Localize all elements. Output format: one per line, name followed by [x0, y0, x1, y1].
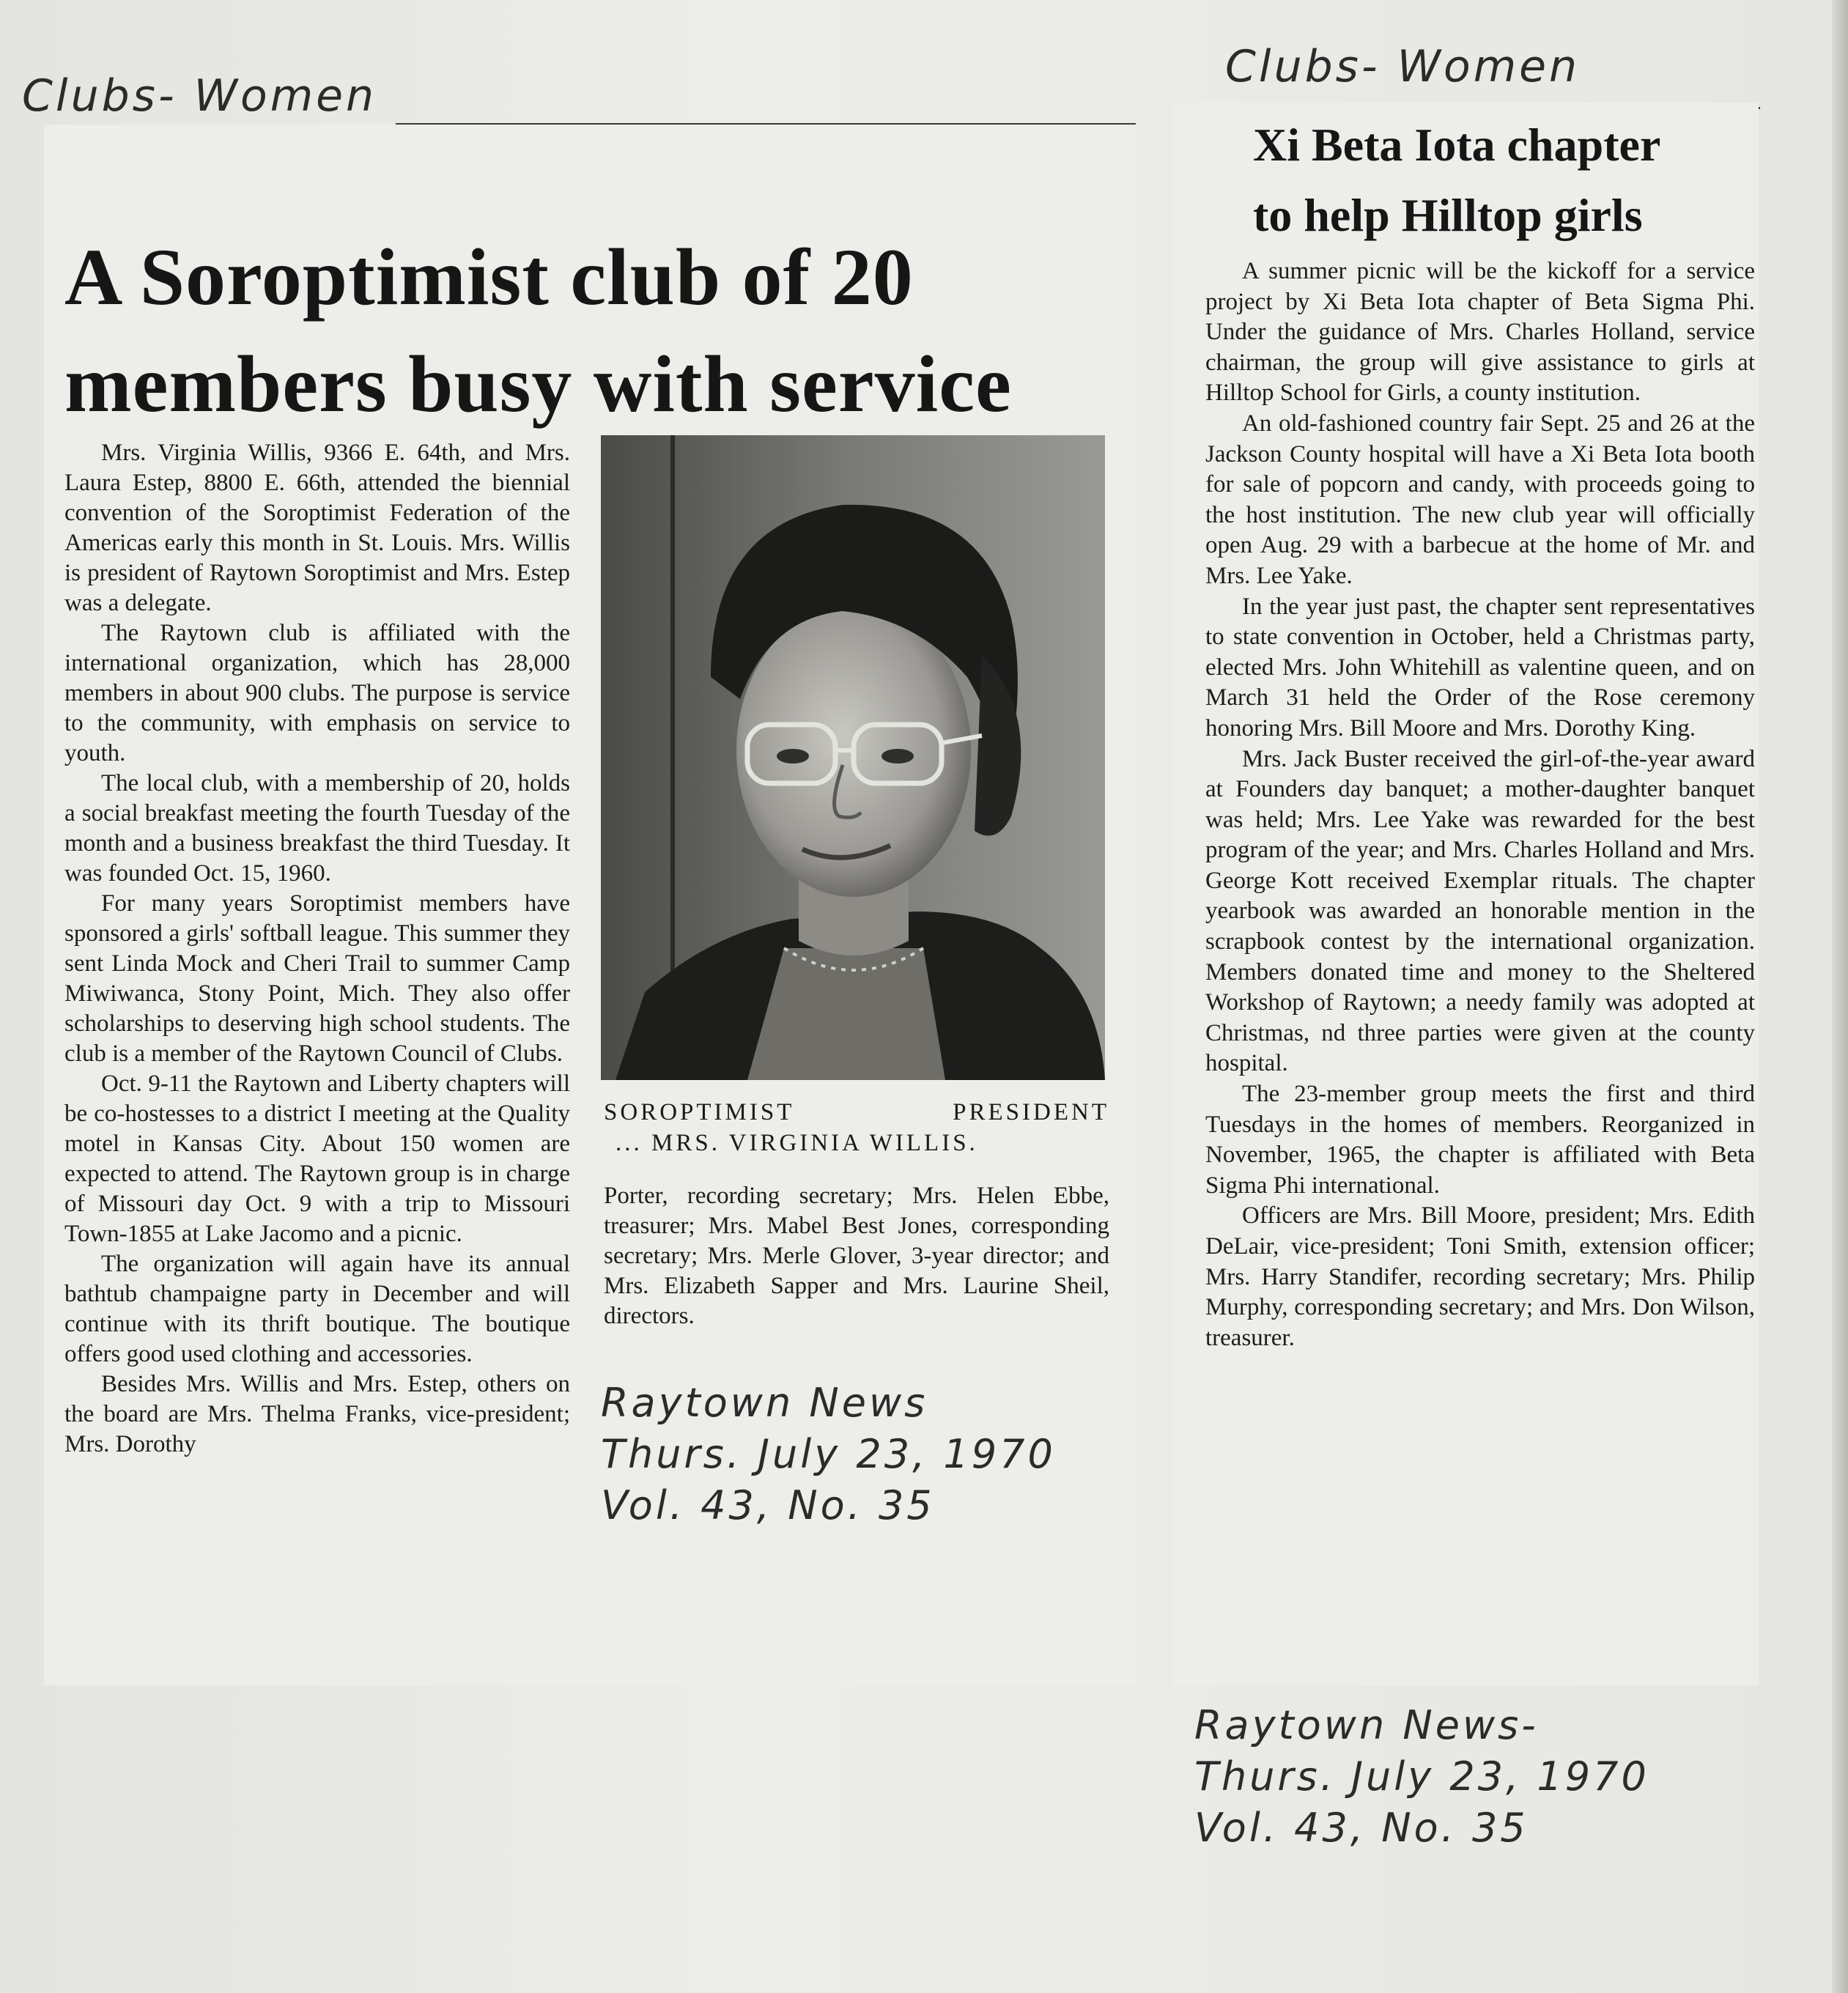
- source-volume: Vol. 43, No. 35: [1194, 1805, 1529, 1851]
- paragraph: For many years Soroptimist members have sponsored a girls' softball league. This summer they sent Linda Mock and Cheri Trail to summer Camp Miwiwanca, Stony Point, Mich. They also offer scholarships to deserving high school students. The club is a member of the Raytown Council of Clubs.: [64, 890, 570, 1067]
- paragraph: The organization will again have its annual bathtub champaigne party in December and will continue with its thrift boutique. The boutique offers good used clothing and accessories.: [64, 1251, 570, 1367]
- paragraph: Besides Mrs. Willis and Mrs. Estep, others on the board are Mrs. Thelma Franks, vice-president; Mrs. Dorothy: [64, 1371, 570, 1457]
- category-note-right: Clubs- Women: [1225, 41, 1581, 92]
- caption-title-b: PRESIDENT: [953, 1099, 1109, 1125]
- paragraph: Officers are Mrs. Bill Moore, president; Mrs. Edith DeLair, vice-president; Toni Smith, extension officer; Mrs. Harry Standifer, recording secretary; Mrs. Philip Murphy, corresponding secretary; and Mrs. Don Wilson, treasurer.: [1205, 1202, 1755, 1351]
- headline-line: to help Hilltop girls: [1253, 189, 1643, 241]
- page-edge: [1832, 0, 1848, 1993]
- portrait-image: [601, 435, 1105, 1080]
- article-column-middle: [604, 1181, 1109, 1331]
- source-volume: Vol. 43, No. 35: [601, 1482, 935, 1528]
- caption-name: ... MRS. VIRGINIA WILLIS.: [616, 1130, 978, 1156]
- headline-soroptimist: A Soroptimist club of 20 members busy with service: [64, 232, 1012, 429]
- headline-xi-beta-iota: [1253, 110, 1759, 251]
- paragraph: A summer picnic will be the kickoff for a service project by Xi Beta Iota chapter of Beta Sigma Phi. Under the guidance of Mrs. Charles Holland, service chairman, the group will give assistance to girls at Hilltop School for Girls, a county institution.: [1205, 258, 1755, 407]
- paragraph: The local club, with a membership of 20, holds a social breakfast meeting the fourth Tuesday of the month and a business breakfast the third Tuesday. It was founded Oct. 15, 1960.: [64, 770, 570, 887]
- photo-caption: [604, 1097, 1109, 1158]
- source-publication: Raytown News: [601, 1380, 928, 1426]
- paragraph: An old-fashioned country fair Sept. 25 and 26 at the Jackson County hospital will have a Xi Beta Iota booth for sale of popcorn and candy, with proceeds going to the host institution. The new club year will officially open Aug. 29 with a barbecue at the home of Mr. and Mrs. Lee Yake.: [1205, 410, 1755, 589]
- source-publication: Raytown News-: [1194, 1702, 1539, 1748]
- source-note-left: [601, 1378, 1056, 1531]
- source-note-right: [1194, 1700, 1649, 1854]
- article-column-left: [64, 438, 570, 1460]
- source-date: Thurs. July 23, 1970: [1194, 1753, 1649, 1800]
- caption-title-a: SOROPTIMIST: [604, 1099, 795, 1125]
- paragraph: Oct. 9-11 the Raytown and Liberty chapters will be co-hostesses to a district I meeting at the Quality motel in Kansas City. About 150 women are expected to attend. The Raytown group is in charge of Missouri day Oct. 9 with a trip to Missouri Town-1855 at Lake Jacomo and a picnic.: [64, 1071, 570, 1247]
- headline-line: Xi Beta Iota chapter: [1253, 119, 1661, 171]
- category-note-left: Clubs- Women: [22, 70, 377, 122]
- paragraph: In the year just past, the chapter sent representatives to state convention in October, held a Christmas party, elected Mrs. John Whitehill as valentine queen, and on March 31 held the Order of the Rose ceremony honoring Mrs. Bill Moore and Mrs. Dorothy King.: [1205, 593, 1755, 742]
- source-date: Thurs. July 23, 1970: [601, 1431, 1056, 1477]
- paragraph: Porter, recording secretary; Mrs. Helen Ebbe, treasurer; Mrs. Mabel Best Jones, corresponding secretary; Mrs. Merle Glover, 3-year director; and Mrs. Elizabeth Sapper and Mrs. Laurine Sheil, directors.: [604, 1183, 1109, 1329]
- paragraph: The 23-member group meets the first and third Tuesdays in the homes of members. Reorganized in November, 1965, the chapter is affiliated with Beta Sigma Phi international.: [1205, 1081, 1755, 1199]
- paragraph: Mrs. Jack Buster received the girl-of-the-year award at Founders day banquet; a mother-daughter banquet was held; Mrs. Lee Yake was rewarded for the best program of the year; and Mrs. Charles Holland and Mrs. George Kott received Exemplar rituals. The chapter yearbook was awarded an honorable mention in the scrapbook contest by the international organization. Members donated time and money to the Sheltered Workshop of Raytown; a needy family was adopted at Christmas, nd three parties were given at the county hospital.: [1205, 745, 1755, 1077]
- paragraph: Mrs. Virginia Willis, 9366 E. 64th, and Mrs. Laura Estep, 8800 E. 66th, attended the biennial convention of the Soroptimist Federation of the Americas early this month in St. Louis. Mrs. Willis is president of Raytown Soroptimist and Mrs. Estep was a delegate.: [64, 440, 570, 616]
- portrait-photo: [601, 435, 1105, 1080]
- article-column-right: [1205, 256, 1755, 1353]
- paragraph: The Raytown club is affiliated with the international organization, which has 28,000 members in about 900 clubs. The purpose is service to the community, with emphasis on service to youth.: [64, 620, 570, 766]
